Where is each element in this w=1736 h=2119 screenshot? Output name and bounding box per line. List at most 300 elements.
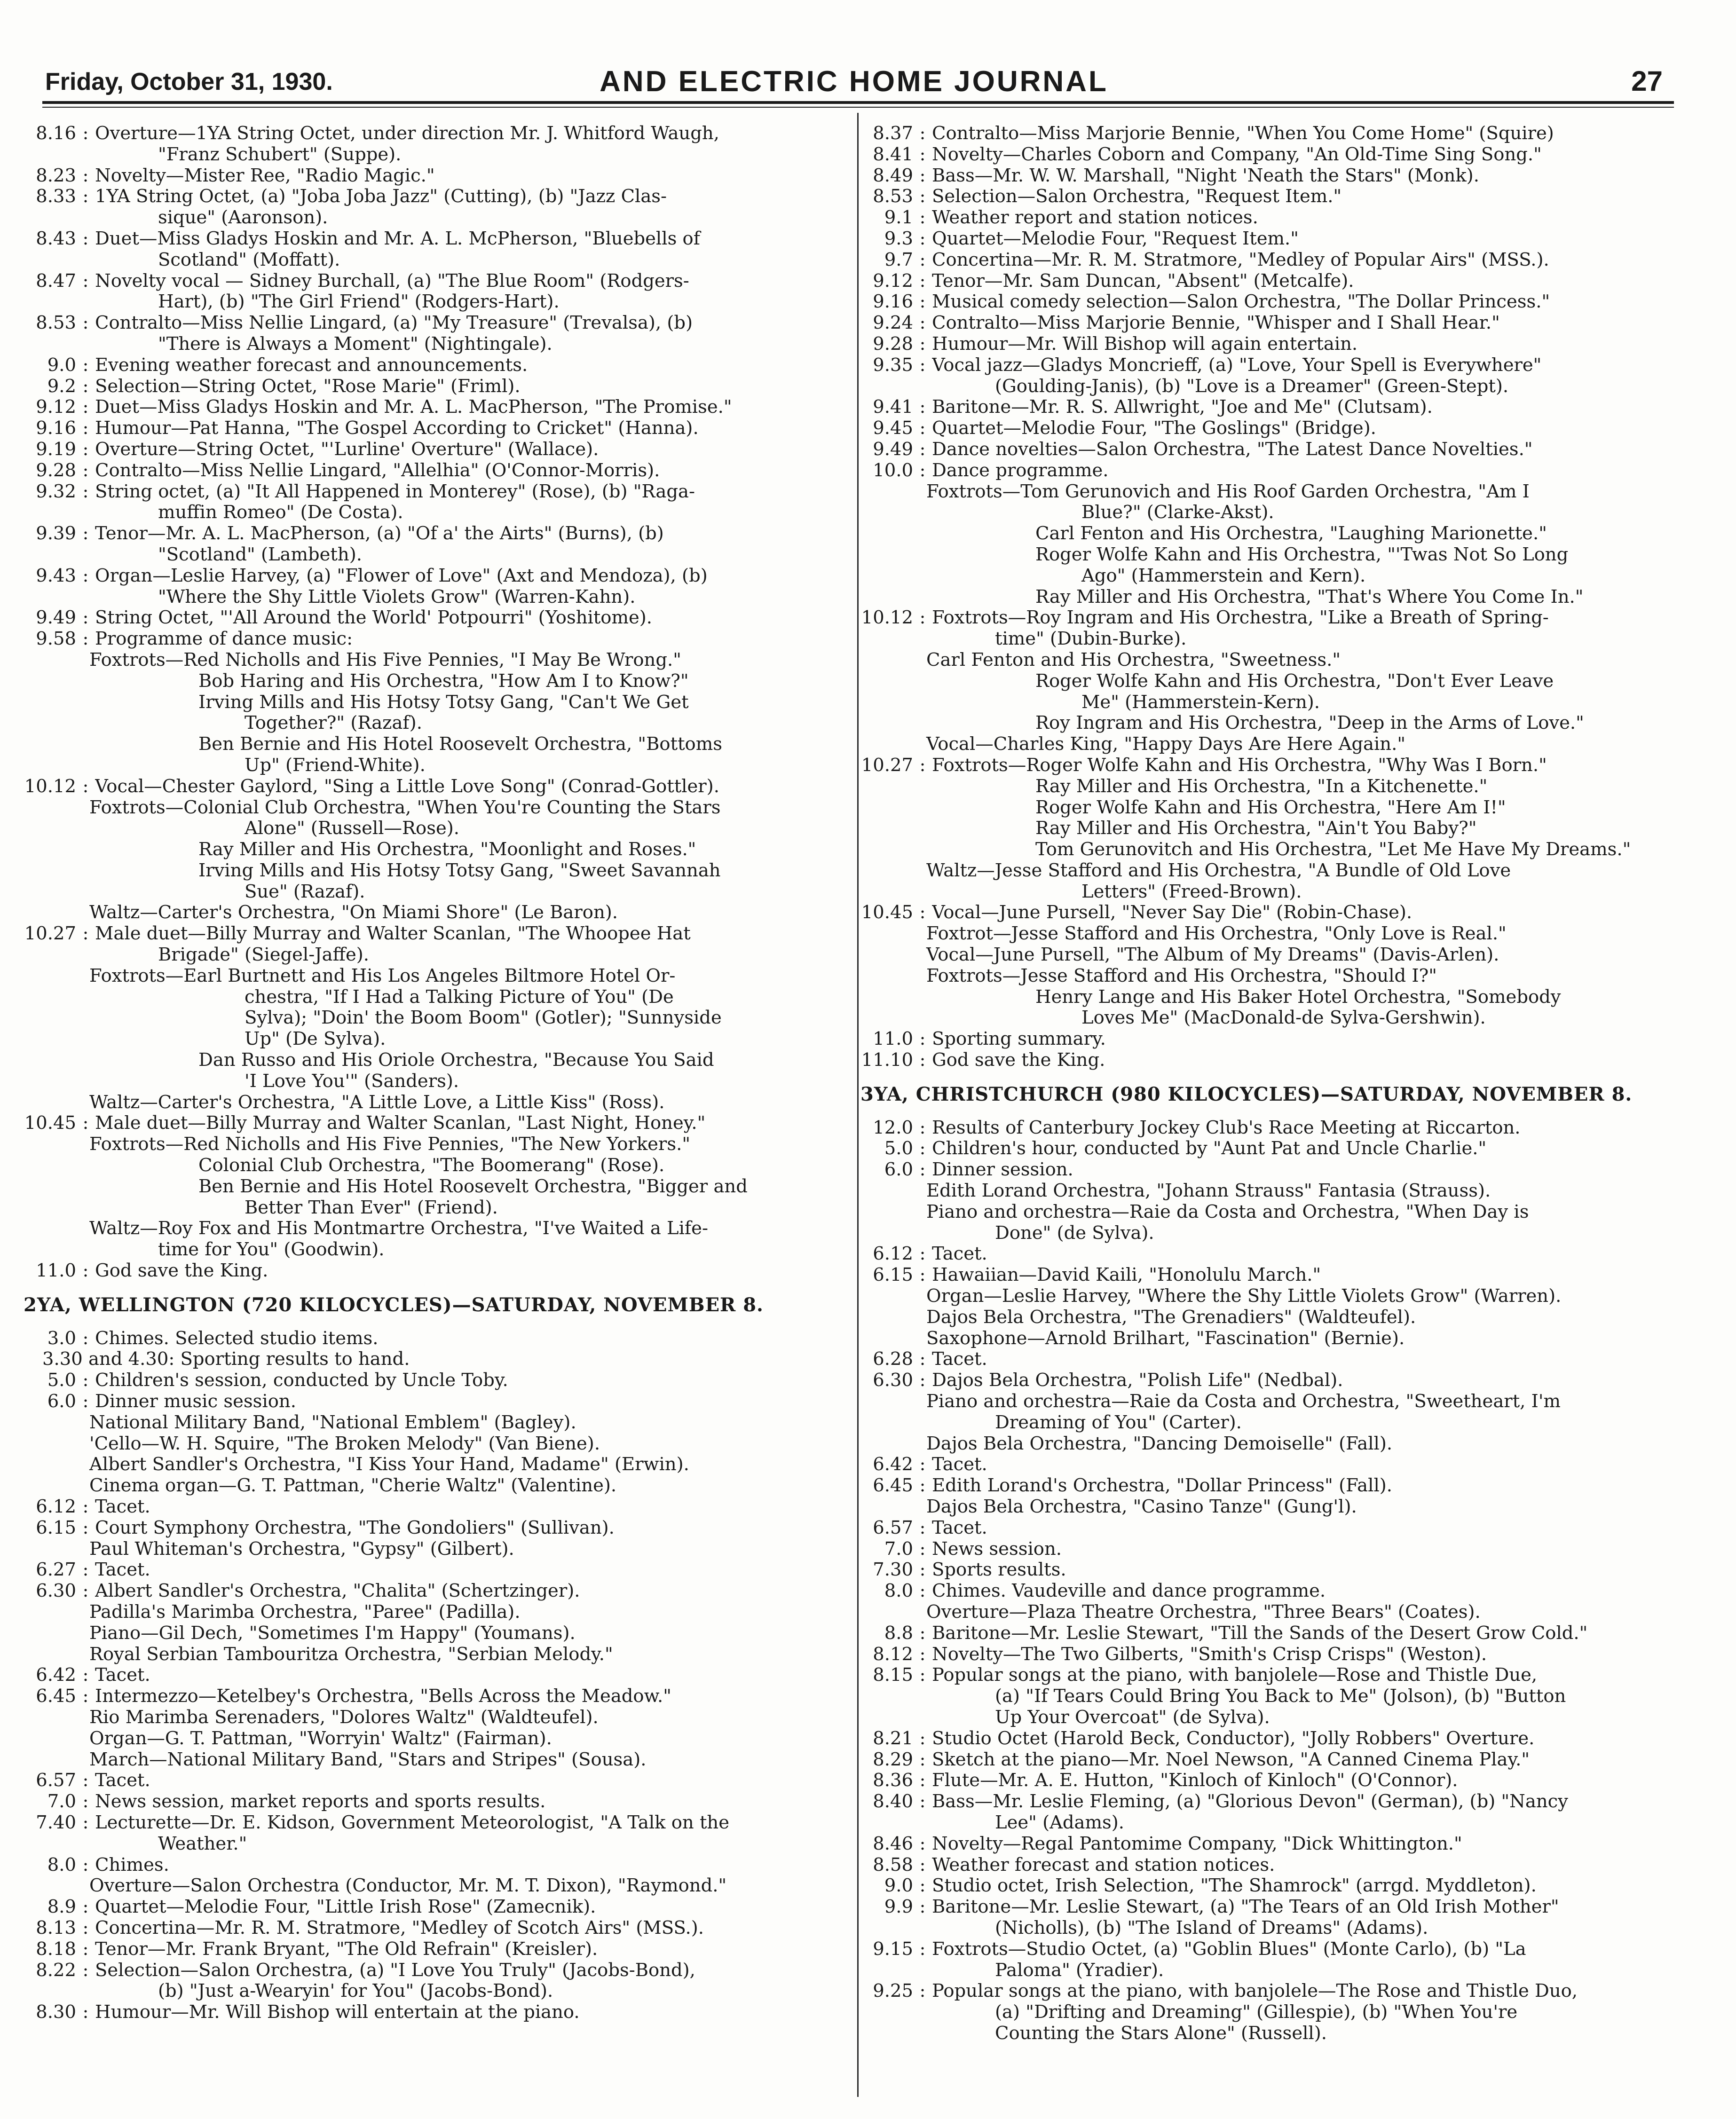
entry-time: 9.12 (36, 396, 76, 418)
time-separator: : (919, 1517, 926, 1538)
time-separator: : (919, 1833, 926, 1854)
time-separator: : (919, 1348, 926, 1370)
programme-1ya-continued (24, 123, 832, 1282)
time-separator: : (919, 1049, 926, 1071)
entry-continuation: chestra, "If I Had a Talking Picture of You" (De (245, 986, 674, 1008)
programme-entry (24, 1113, 832, 1134)
time-separator: : (82, 186, 89, 207)
programme-entry (24, 1812, 832, 1834)
time-separator: : (919, 1727, 926, 1749)
time-separator: : (82, 375, 89, 397)
programme-entry (24, 1518, 832, 1539)
column-divider (857, 113, 859, 2097)
entry-subitem: Ray Miller and His Orchestra, "Ain't You Baby?" (1035, 818, 1477, 839)
entry-time: 9.49 (873, 438, 913, 460)
left-column (24, 123, 832, 2023)
entry-continuation: Together?" (Razaf). (245, 712, 422, 734)
programme-entry (24, 1939, 832, 1960)
entry-time: 8.58 (873, 1854, 913, 1875)
entry-text: Overture—1YA String Octet, under direction Mr. J. Whitford Waugh, (95, 123, 719, 144)
entry-subitem: Piano and orchestra—Raie da Costa and Orchestra, "Sweetheart, I'm (926, 1391, 1561, 1412)
programme-entry (24, 1497, 832, 1518)
entry-text: Evening weather forecast and announcements. (95, 354, 528, 376)
entry-time: 6.57 (36, 1770, 76, 1791)
programme-entry (24, 439, 832, 460)
time-separator: : (919, 270, 926, 291)
entry-subitem: 'Cello—W. H. Squire, "The Broken Melody" (Van Biene). (89, 1433, 600, 1454)
entry-time: 8.8 (884, 1622, 913, 1644)
time-separator: : (919, 754, 926, 776)
time-separator: : (919, 417, 926, 439)
programme-entry (24, 481, 832, 503)
entry-time: 10.45 (24, 1112, 76, 1134)
entry-continuation: Up Your Overcoat" (de Sylva). (995, 1706, 1270, 1728)
entry-time: 9.7 (884, 249, 913, 270)
entry-text: Albert Sandler's Orchestra, "Chalita" (Schertzinger). (95, 1581, 580, 1602)
entry-text: Novelty vocal — Sidney Burchall, (a) "The Blue Room" (Rodgers- (95, 270, 689, 291)
programme-entry (24, 186, 832, 207)
programme-3ya (860, 1118, 1670, 2044)
programme-entry (860, 271, 1670, 292)
programme-entry (860, 1118, 1670, 1139)
entry-subitem: Ben Bernie and His Hotel Roosevelt Orchestra, "Bigger and (198, 1175, 748, 1197)
programme-2ya (24, 1328, 832, 2023)
entry-text: Concertina—Mr. R. M. Stratmore, "Medley of Scotch Airs" (MSS.). (95, 1917, 704, 1938)
entry-time: 6.0 (884, 1159, 913, 1181)
programme-entry (24, 1391, 832, 1412)
entry-continuation: (a) "Drifting and Dreaming" (Gillespie), (b) "When You're (995, 2001, 1518, 2023)
time-separator: : (919, 1370, 926, 1391)
entry-time: 3.0 (47, 1327, 76, 1349)
time-separator: : (919, 1580, 926, 1602)
entry-time: 9.19 (36, 438, 76, 460)
entry-text: Foxtrots—Roger Wolfe Kahn and His Orchestra, "Why Was I Born." (932, 755, 1547, 776)
time-separator: : (82, 1854, 89, 1875)
entry-subitem: Dajos Bela Orchestra, "Dancing Demoiselle" (Fall). (926, 1433, 1393, 1454)
entry-text: Foxtrots—Studio Octet, (a) "Goblin Blues" (Monte Carlo), (b) "La (932, 1938, 1526, 1960)
entry-subitem: Organ—Leslie Harvey, "Where the Shy Little Violets Grow" (Warren). (926, 1285, 1562, 1307)
programme-entry (24, 1855, 832, 1876)
programme-entry (24, 228, 832, 250)
time-separator: : (919, 1643, 926, 1665)
entry-text: Children's hour, conducted by "Aunt Pat and Uncle Charlie." (932, 1138, 1487, 1159)
programme-entry (860, 1518, 1670, 1539)
entry-continuation: Better Than Ever" (Friend). (245, 1197, 498, 1218)
entry-text: Dinner music session. (95, 1391, 296, 1412)
entry-time: 10.27 (24, 923, 76, 945)
time-separator: : (919, 1454, 926, 1475)
time-separator: : (82, 1770, 89, 1791)
programme-entry (860, 1749, 1670, 1771)
programme-entry (24, 460, 832, 481)
programme-entry (860, 1665, 1670, 1686)
time-separator: : (919, 1264, 926, 1286)
entry-text: Tenor—Mr. A. L. MacPherson, (a) "Of a' the Airts" (Burns), (b) (95, 523, 664, 544)
entry-subitem: Cinema organ—G. T. Pattman, "Cherie Waltz" (Valentine). (89, 1475, 617, 1497)
time-separator: : (919, 1159, 926, 1181)
entry-continuation: Counting the Stars Alone" (Russell). (995, 2022, 1327, 2044)
entry-text: News session, market reports and sports results. (95, 1791, 546, 1812)
programme-entry (24, 1918, 832, 1939)
entry-text: Quartet—Melodie Four, "Request Item." (932, 228, 1299, 249)
programme-entry (24, 566, 832, 587)
entry-text: Results of Canterbury Jockey Club's Race Meeting at Riccarton. (932, 1117, 1521, 1138)
entry-time: 8.13 (36, 1917, 76, 1938)
entry-continuation: muffin Romeo" (De Costa). (158, 502, 403, 523)
programme-entry (24, 376, 832, 397)
programme-entry (860, 1728, 1670, 1749)
entry-text: Edith Lorand's Orchestra, "Dollar Princess" (Fall). (932, 1475, 1393, 1497)
time-separator: : (82, 1959, 89, 1981)
entry-time: 8.21 (873, 1727, 913, 1749)
entry-subitem: Henry Lange and His Baker Hotel Orchestra, "Somebody (1035, 986, 1561, 1008)
entry-time: 8.43 (36, 228, 76, 249)
programme-entry (860, 355, 1670, 376)
entry-time: 6.28 (873, 1348, 913, 1370)
entry-text: Vocal—Chester Gaylord, "Sing a Little Love Song" (Conrad-Gottler). (95, 776, 719, 797)
right-column (860, 123, 1670, 2044)
programme-entry (860, 1770, 1670, 1791)
entry-time: 10.27 (861, 754, 913, 776)
programme-entry (860, 313, 1670, 334)
entry-time: 6.45 (36, 1686, 76, 1707)
programme-entry (860, 1834, 1670, 1855)
entry-text: Selection—String Octet, "Rose Marie" (Friml). (95, 376, 521, 397)
entry-time: 11.0 (873, 1028, 913, 1050)
time-separator: : (82, 481, 89, 502)
entry-time: 6.42 (36, 1664, 76, 1686)
time-separator: : (919, 1896, 926, 1918)
time-separator: : (919, 1117, 926, 1138)
entry-continuation: 'I Love You'" (Sanders). (245, 1070, 459, 1092)
entry-time: 9.39 (36, 523, 76, 544)
time-separator: : (82, 1112, 89, 1134)
entry-text: Flute—Mr. A. E. Hutton, "Kinloch of Kinloch" (O'Connor). (932, 1770, 1458, 1791)
time-separator: : (82, 1791, 89, 1812)
entry-time: 7.0 (47, 1791, 76, 1812)
entry-text: String Octet, "'All Around the World' Potpourri" (Yoshitome). (95, 607, 653, 629)
entry-continuation: "There is Always a Moment" (Nightingale). (158, 333, 552, 354)
entry-time: 9.0 (47, 354, 76, 376)
programme-entry (24, 523, 832, 544)
entry-text: Lecturette—Dr. E. Kidson, Government Meteorologist, "A Talk on the (95, 1812, 730, 1833)
time-separator: : (919, 1559, 926, 1581)
entry-text: Popular songs at the piano, with banjolele—Rose and Thistle Due, (932, 1665, 1538, 1686)
entry-continuation: Ago" (Hammerstein and Kern). (1081, 565, 1366, 586)
time-separator: : (919, 333, 926, 354)
programme-entry (24, 1560, 832, 1581)
entry-text: Novelty—Regal Pantomime Company, "Dick Whittington." (932, 1833, 1462, 1854)
time-separator: : (82, 438, 89, 460)
entry-subitem: Royal Serbian Tambouritza Orchestra, "Serbian Melody." (89, 1643, 613, 1665)
time-separator: : (82, 1559, 89, 1581)
entry-subitem: Organ—G. T. Pattman, "Worryin' Waltz" (Fairman). (89, 1727, 552, 1749)
time-separator: : (82, 1370, 89, 1391)
time-separator: : (82, 923, 89, 945)
programme-entry (860, 186, 1670, 207)
entry-text: Selection—Salon Orchestra, (a) "I Love You Truly" (Jacobs-Bond), (95, 1960, 695, 1981)
entry-continuation: Scotland" (Moffatt). (158, 249, 340, 270)
entry-continuation: Me" (Hammerstein-Kern). (1081, 691, 1320, 713)
entry-time: 9.35 (873, 354, 913, 376)
entry-text: Tacet. (95, 1770, 150, 1791)
entry-text: Tacet. (932, 1517, 987, 1538)
entry-text: Court Symphony Orchestra, "The Gondoliers" (Sullivan). (95, 1517, 615, 1538)
entry-time: 8.49 (873, 165, 913, 186)
entry-subitem: Foxtrots—Earl Burtnett and His Los Angeles Biltmore Hotel Or- (89, 965, 676, 986)
time-separator: : (82, 565, 89, 586)
entry-time: 9.9 (884, 1896, 913, 1918)
entry-time: 9.58 (36, 628, 76, 650)
programme-entry (24, 1770, 832, 1791)
entry-time: 7.40 (36, 1812, 76, 1833)
programme-entry: 3.30 and 4.30: Sporting results to hand. (42, 1348, 410, 1370)
entry-subitem: Vocal—Charles King, "Happy Days Are Here Again." (926, 733, 1406, 755)
entry-text: String octet, (a) "It All Happened in Monterey" (Rose), (b) "Raga- (95, 481, 695, 502)
entry-time: 8.40 (873, 1791, 913, 1812)
time-separator: : (82, 1260, 89, 1282)
time-separator: : (82, 607, 89, 629)
entry-text: Children's session, conducted by Uncle Toby. (95, 1370, 508, 1391)
entry-text: Tenor—Mr. Sam Duncan, "Absent" (Metcalfe). (932, 270, 1354, 291)
time-separator: : (919, 459, 926, 481)
entry-subitem: Piano and orchestra—Raie da Costa and Orchestra, "When Day is (926, 1201, 1529, 1222)
entry-time: 8.0 (884, 1580, 913, 1602)
section-heading-3ya: 3YA, CHRISTCHURCH (980 KILOCYCLES)—SATURDAY, NOVEMBER 8. (860, 1083, 1633, 1105)
entry-time: 6.27 (36, 1559, 76, 1581)
entry-subitem: Saxophone—Arnold Brilhart, "Fascination" (Bernie). (926, 1327, 1405, 1349)
entry-continuation: Hart), (b) "The Girl Friend" (Rodgers-Hart). (158, 291, 560, 313)
time-separator: : (919, 1980, 926, 2002)
entry-time: 8.33 (36, 186, 76, 207)
entry-text: 1YA String Octet, (a) "Joba Joba Jazz" (Cutting), (b) "Jazz Clas- (95, 186, 667, 207)
entry-time: 9.2 (47, 375, 76, 397)
entry-text: Contralto—Miss Marjorie Bennie, "Whisper and I Shall Hear." (932, 313, 1500, 334)
time-separator: : (82, 1517, 89, 1538)
programme-entry (860, 1981, 1670, 2002)
programme-entry (860, 228, 1670, 250)
entry-time: 10.45 (861, 902, 913, 923)
entry-time: 5.0 (47, 1370, 76, 1391)
time-separator: : (919, 123, 926, 144)
entry-text: Weather forecast and station notices. (932, 1854, 1275, 1875)
time-separator: : (82, 165, 89, 186)
time-separator: : (919, 143, 926, 165)
journal-title: AND ELECTRIC HOME JOURNAL (600, 65, 1108, 98)
entry-subitem: Waltz—Carter's Orchestra, "On Miami Shore" (Le Baron). (89, 902, 618, 923)
entry-subitem: Ben Bernie and His Hotel Roosevelt Orchestra, "Bottoms (198, 733, 722, 755)
entry-subitem: Piano—Gil Dech, "Sometimes I'm Happy" (Youmans). (89, 1622, 576, 1644)
programme-entry (860, 439, 1670, 460)
entry-subitem: Overture—Salon Orchestra (Conductor, Mr. M. T. Dixon), "Raymond." (89, 1875, 727, 1897)
entry-time: 8.37 (873, 123, 913, 144)
entry-subitem: Foxtrots—Tom Gerunovich and His Roof Garden Orchestra, "Am I (926, 481, 1530, 502)
entry-subitem: Carl Fenton and His Orchestra, "Sweetness." (926, 649, 1341, 670)
entry-subitem: National Military Band, "National Emblem" (Bagley). (89, 1411, 576, 1433)
entry-text: Dance programme. (932, 460, 1109, 481)
programme-entry (860, 460, 1670, 481)
programme-entry (24, 1370, 832, 1391)
entry-text: Novelty—Charles Coborn and Company, "An Old-Time Sing Song." (932, 144, 1542, 165)
entry-continuation: sique" (Aaronson). (158, 207, 328, 228)
entry-continuation: "Scotland" (Lambeth). (158, 544, 362, 565)
entry-text: Tacet. (95, 1497, 150, 1517)
entry-text: Vocal—June Pursell, "Never Say Die" (Robin-Chase). (932, 902, 1412, 923)
entry-time: 8.36 (873, 1770, 913, 1791)
entry-time: 11.10 (861, 1049, 913, 1071)
programme-entry (860, 1370, 1670, 1391)
entry-subitem: Paul Whiteman's Orchestra, "Gypsy" (Gilbert). (89, 1538, 514, 1560)
time-separator: : (919, 396, 926, 418)
entry-text: Novelty—Mister Ree, "Radio Magic." (95, 165, 435, 186)
programme-entry (860, 1855, 1670, 1876)
entry-text: Baritone—Mr. Leslie Stewart, (a) "The Tears of an Old Irish Mother" (932, 1897, 1559, 1918)
time-separator: : (82, 2001, 89, 2023)
header-rule-thin (42, 107, 1674, 108)
programme-entry (24, 1665, 832, 1686)
entry-time: 6.57 (873, 1517, 913, 1538)
page-number: 27 (1631, 65, 1663, 97)
issue-date: Friday, October 31, 1930. (45, 68, 333, 95)
entry-text: Overture—String Octet, "'Lurline' Overture" (Wallace). (95, 439, 599, 460)
entry-time: 6.0 (47, 1391, 76, 1412)
programme-entry (860, 1159, 1670, 1181)
programme-entry (860, 1623, 1670, 1644)
programme-entry (860, 1644, 1670, 1665)
entry-text: Quartet—Melodie Four, "The Goslings" (Bridge). (932, 418, 1376, 439)
programme-entry (860, 1138, 1670, 1159)
entry-time: 8.22 (36, 1959, 76, 1981)
entry-time: 8.23 (36, 165, 76, 186)
entry-subitem: Overture—Plaza Theatre Orchestra, "Three Bears" (Coates). (926, 1601, 1481, 1623)
entry-time: 9.0 (884, 1875, 913, 1897)
time-separator: : (82, 123, 89, 144)
entry-text: Contralto—Miss Marjorie Bennie, "When You Come Home" (Squire) (932, 123, 1554, 144)
entry-time: 10.12 (861, 607, 913, 629)
entry-time: 8.18 (36, 1938, 76, 1960)
entry-subitem: Colonial Club Orchestra, "The Boomerang" (Rose). (198, 1155, 665, 1176)
entry-text: Duet—Miss Gladys Hoskin and Mr. A. L. McPherson, "Bluebells of (95, 228, 700, 249)
programme-entry (860, 1050, 1670, 1071)
entry-subitem: Waltz—Jesse Stafford and His Orchestra, "A Bundle of Old Love (926, 859, 1511, 881)
time-separator: : (919, 354, 926, 376)
programme-entry (860, 165, 1670, 187)
time-separator: : (82, 1327, 89, 1349)
entry-text: Tacet. (95, 1560, 150, 1581)
time-separator: : (82, 1917, 89, 1938)
entry-subitem: March—National Military Band, "Stars and Stripes" (Sousa). (89, 1749, 647, 1770)
entry-subitem: Irving Mills and His Hotsy Totsy Gang, "Can't We Get (198, 691, 689, 713)
entry-text: Vocal jazz—Gladys Moncrieff, (a) "Love, Your Spell is Everywhere" (932, 354, 1542, 376)
entry-time: 9.28 (873, 333, 913, 354)
entry-time: 10.0 (873, 459, 913, 481)
time-separator: : (919, 249, 926, 270)
programme-entry (860, 144, 1670, 165)
entry-text: Bass—Mr. Leslie Fleming, (a) "Glorious Devon" (German), (b) "Nancy (932, 1791, 1568, 1812)
entry-time: 9.24 (873, 312, 913, 334)
entry-text: Studio Octet (Harold Beck, Conductor), "Jolly Robbers" Overture. (932, 1728, 1535, 1749)
entry-time: 8.16 (36, 123, 76, 144)
entry-text: Programme of dance music: (95, 629, 353, 650)
entry-continuation: time" (Dubin-Burke). (995, 628, 1187, 650)
entry-time: 5.0 (884, 1138, 913, 1159)
entry-text: Selection—Salon Orchestra, "Request Item." (932, 186, 1342, 207)
time-separator: : (82, 1686, 89, 1707)
entry-text: Contralto—Miss Nellie Lingard, "Allelhia" (O'Connor-Morris). (95, 460, 660, 481)
time-separator: : (919, 1538, 926, 1560)
section-heading-2ya: 2YA, WELLINGTON (720 KILOCYCLES)—SATURDAY, NOVEMBER 8. (24, 1293, 764, 1316)
entry-text: Novelty—The Two Gilberts, "Smith's Crisp Crisps" (Weston). (932, 1644, 1487, 1665)
entry-continuation: Blue?" (Clarke-Akst). (1081, 502, 1274, 523)
entry-text: Foxtrots—Roy Ingram and His Orchestra, "Like a Breath of Spring- (932, 607, 1549, 629)
entry-continuation: Sylva); "Doin' the Boom Boom" (Gotler); "Sunnyside (245, 1007, 722, 1029)
time-separator: : (82, 1664, 89, 1686)
entry-subitem: Albert Sandler's Orchestra, "I Kiss Your Hand, Madame" (Erwin). (89, 1454, 689, 1475)
programme-entry (860, 1581, 1670, 1602)
time-separator: : (82, 459, 89, 481)
entry-time: 9.15 (873, 1938, 913, 1960)
entry-subitem: Foxtrots—Colonial Club Orchestra, "When You're Counting the Stars (89, 796, 721, 818)
entry-subitem: Irving Mills and His Hotsy Totsy Gang, "Sweet Savannah (198, 859, 721, 881)
entry-continuation: Brigade" (Siegel-Jaffe). (158, 944, 370, 966)
entry-time: 12.0 (873, 1117, 913, 1138)
entry-subitem: Ray Miller and His Orchestra, "In a Kitchenette." (1035, 775, 1488, 797)
programme-entry (860, 607, 1670, 629)
entry-time: 6.30 (873, 1370, 913, 1391)
entry-subitem: Roger Wolfe Kahn and His Orchestra, "Don't Ever Leave (1035, 670, 1554, 692)
entry-text: Sports results. (932, 1560, 1066, 1581)
programme-entry (24, 629, 832, 650)
entry-subitem: Ray Miller and His Orchestra, "That's Where You Come In." (1035, 586, 1584, 607)
time-separator: : (919, 1875, 926, 1897)
entry-subitem: Tom Gerunovitch and His Orchestra, "Let Me Have My Dreams." (1035, 839, 1631, 860)
time-separator: : (919, 1749, 926, 1770)
programme-entry (24, 776, 832, 797)
time-separator: : (82, 354, 89, 376)
time-separator: : (82, 1391, 89, 1412)
programme-entry (24, 1686, 832, 1707)
entry-time: 9.1 (884, 207, 913, 228)
time-separator: : (82, 1496, 89, 1517)
entry-time: 7.30 (873, 1559, 913, 1581)
entry-continuation: Up" (De Sylva). (245, 1028, 386, 1050)
entry-text: Dajos Bela Orchestra, "Polish Life" (Nedbal). (932, 1370, 1343, 1391)
programme-entry (24, 1897, 832, 1918)
programme-entry (860, 1939, 1670, 1960)
entry-subitem: Dajos Bela Orchestra, "The Grenadiers" (Waldteufel). (926, 1306, 1416, 1328)
entry-subitem: Roger Wolfe Kahn and His Orchestra, "'Twas Not So Long (1035, 544, 1569, 565)
programme-entry (24, 1328, 832, 1349)
time-separator: : (919, 902, 926, 923)
time-separator: : (82, 1896, 89, 1918)
entry-text: Chimes. (95, 1854, 169, 1875)
entry-time: 9.3 (884, 228, 913, 249)
programme-entry (24, 1581, 832, 1602)
entry-text: Popular songs at the piano, with banjolele—The Rose and Thistle Duo, (932, 1981, 1578, 2002)
programme-entry (24, 607, 832, 629)
entry-time: 6.45 (873, 1475, 913, 1497)
entry-time: 8.46 (873, 1833, 913, 1854)
time-separator: : (82, 523, 89, 544)
entry-continuation: (a) "If Tears Could Bring You Back to Me" (Jolson), (b) "Button (995, 1686, 1566, 1707)
programme-entry (860, 1539, 1670, 1560)
time-separator: : (82, 270, 89, 291)
time-separator: : (82, 228, 89, 249)
entry-text: Musical comedy selection—Salon Orchestra, "The Dollar Princess." (932, 291, 1550, 313)
entry-text: Dinner session. (932, 1159, 1073, 1181)
entry-subitem: Edith Lorand Orchestra, "Johann Strauss" Fantasia (Strauss). (926, 1180, 1491, 1202)
programme-entry (24, 2002, 832, 2023)
